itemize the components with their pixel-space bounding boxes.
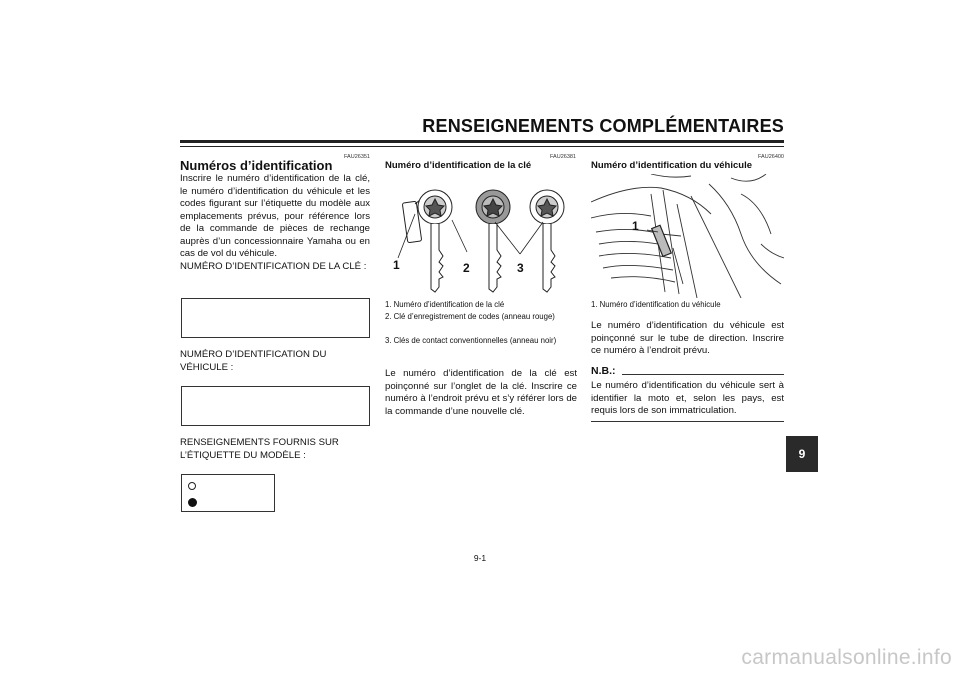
intro-paragraph: Inscrire le numéro d’identification de la clé, le numéro d’identification du véhicule et les codes figurant sur l’étiquette du modèle aux emplacements prévus, pour référence lors de la commande de pièces de rechange auprès d’un concessionnaire Yamaha ou en cas de vol du véhicule. <box>180 173 370 259</box>
page-number: 9-1 <box>473 553 487 563</box>
section-code: FAU26400 <box>758 154 784 160</box>
section-code: FAU26351 <box>344 154 370 160</box>
caption-1: 1. Numéro d’identification du véhicule <box>591 300 721 309</box>
header-rule-thin <box>180 146 784 147</box>
nb-label: N.B.: <box>591 365 616 377</box>
filled-circle-icon <box>188 498 197 507</box>
section-code: FAU26381 <box>550 154 576 160</box>
nb-rule-top <box>622 374 784 375</box>
caption-1: 1. Numéro d’identification de la clé <box>385 300 505 309</box>
vehicle-number-label: NUMÉRO D’IDENTIFICATION DU VÉHICULE : <box>180 349 327 373</box>
caption-3: 3. Clés de contact conventionnelles (anneau noir) <box>385 336 557 345</box>
figure-label-1: 1 <box>632 219 639 233</box>
frame-illustration <box>591 174 784 298</box>
key-number-box <box>181 298 370 338</box>
vehicle-number-box <box>181 386 370 426</box>
figure-label-1: 1 <box>393 258 400 272</box>
key-body-paragraph: Le numéro d’identification de la clé est poinçonné sur l’onglet de la clé. Inscrire ce numéro à l’endroit prévu et s’y référer lors de la commande d’une nouvelle clé. <box>385 368 577 417</box>
model-label-box <box>181 474 275 512</box>
chapter-tab: 9 <box>786 436 818 472</box>
vehicle-body-paragraph: Le numéro d’identification du véhicule est poinçonné sur le tube de direction. Inscrire ce numéro à l’endroit prévu. <box>591 320 784 356</box>
nb-rule-bottom <box>591 421 784 422</box>
section-heading: Numéro d’identification de la clé <box>385 160 532 171</box>
figure-label-3: 3 <box>517 261 524 275</box>
keys-illustration <box>385 174 580 299</box>
model-label-label: RENSEIGNEMENTS FOURNIS SUR L’ÉTIQUETTE DU MODÈLE : <box>180 437 339 461</box>
caption-2: 2. Clé d’enregistrement de codes (anneau rouge) <box>385 312 555 321</box>
watermark: carmanualsonline.info <box>741 646 952 669</box>
nb-text: Le numéro d’identification du véhicule sert à identifier la moto et, selon les pays, est requis lors de son immatriculation. <box>591 380 784 416</box>
header-rule <box>180 140 784 143</box>
key-number-label: NUMÉRO D’IDENTIFICATION DE LA CLÉ : <box>180 261 367 272</box>
section-heading: Numéros d’identification <box>180 158 333 173</box>
hollow-circle-icon <box>188 482 196 490</box>
page-header: RENSEIGNEMENTS COMPLÉMENTAIRES <box>422 116 784 136</box>
section-heading: Numéro d’identification du véhicule <box>591 160 752 171</box>
figure-label-2: 2 <box>463 261 470 275</box>
